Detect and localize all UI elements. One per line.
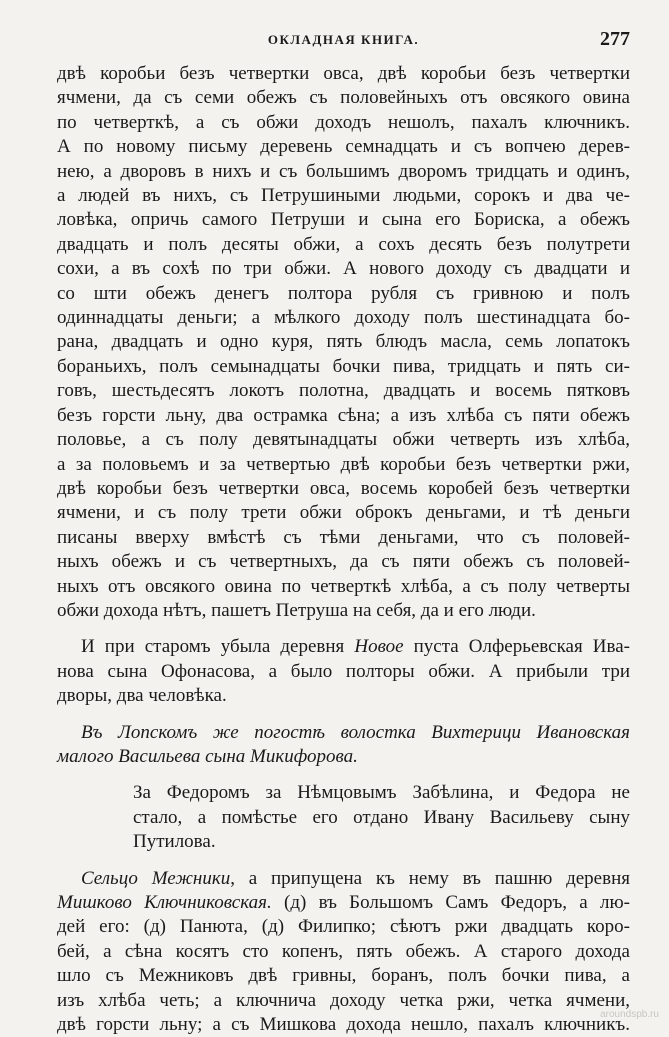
text-line: двѣ коробьи безъ четвертки овса, восемь коробей безъ четвертки (57, 477, 630, 499)
text-line: а людей въ нихъ, съ Петрушиными людьми, сорокъ и два че- (57, 185, 630, 207)
heading-line: Въ Лопскомъ же погостѣ волостка Вихтерици Ивановская (81, 721, 630, 743)
text-run: , а припущена къ нему въ пашню деревня (230, 867, 630, 889)
text-line: двѣ коробьи безъ четвертки овса, двѣ коробьи безъ четвертки (57, 63, 630, 84)
text-line: одиннадцаты деньги; а мѣлкого доходу полъ шестинадцата бо- (57, 307, 630, 329)
text-line: дей его: (д) Панюта, (д) Филипко; сѣютъ ржи двадцать коро- (57, 916, 630, 938)
text-line: За Федоромъ за Нѣмцовымъ Забѣлина, и Федора не (133, 782, 630, 804)
watermark: aroundspb.ru (600, 1009, 659, 1020)
text-line: ловѣка, опричь самого Петруши и сына его Бориска, а обежъ (57, 209, 630, 231)
text-line: дворы, два человѣка. (57, 685, 227, 707)
heading-line: малого Васильева сына Микифорова. (57, 745, 358, 767)
text-line: двѣ горсти льну; а съ Мишкова дохода нешло, пахалъ ключникъ. (57, 1014, 630, 1036)
village-name: Сельцо Межники (81, 867, 231, 889)
text-line: говъ, шестьдесятъ локотъ полотна, двадцать и восемь пятковъ (57, 380, 630, 402)
text-line: нею, а дворовъ в нихъ и съ большимъ дворомъ тридцать и одинъ, (57, 160, 630, 182)
text-line: изъ хлѣба четь; а ключнича доходу четка ржи, четка ячмени, (57, 989, 630, 1011)
paragraph-4 (57, 867, 630, 1037)
book-page (57, 28, 630, 1037)
text-line: шло съ Межниковъ двѣ гривны, боранъ, полъ бочки пива, а (57, 965, 630, 987)
text-line: а за половьемъ и за четвертью двѣ коробьи безъ четвертки ржи, (57, 453, 630, 475)
text-line: Путилова. (133, 831, 216, 853)
text-line: рана, двадцать и одно куря, пять блюдъ масла, семь лопатокъ (57, 331, 630, 353)
text-line (57, 635, 630, 659)
section-heading (57, 721, 630, 770)
text-line: ныхъ отъ овсякого овина по четверткѣ хлѣба, а съ полу четверты (57, 575, 630, 597)
text-line (57, 867, 630, 891)
text-run: (д) въ Большомъ Самъ Федоръ, а лю- (271, 892, 630, 913)
text-line: ныхъ обежъ и съ четвертныхъ, да съ пяти обежъ съ половей- (57, 551, 630, 573)
page-number: 277 (600, 28, 630, 50)
text-line: А по новому письму деревень семнадцать и съ вопчею дерев- (57, 136, 630, 158)
text-line: ячмени, да съ семи обежъ съ половейныхъ отъ овсякого овина (57, 87, 630, 109)
text-line: бей, а сѣна косятъ сто копенъ, пять обежъ. А старого дохода (57, 940, 630, 962)
text-line: писаны вверху вмѣстѣ съ тѣми деньгами, что съ половей- (57, 526, 630, 548)
text-run: пуста Олферьевская Ива- (403, 636, 631, 658)
text-run: И при старомъ убыла деревня (81, 636, 355, 658)
text-line: безъ горсти льну, два острамка сѣна; а изъ хлѣба съ пяти обежъ (57, 404, 630, 426)
paragraph-2 (57, 635, 630, 708)
text-line: по четверткѣ, а съ обжи доходъ нешолъ, пахалъ ключникъ. (57, 111, 630, 133)
text-line: двадцать и полъ десяты обжи, а сохъ десять безъ полутрети (57, 233, 630, 255)
village-name: Мишково Ключниковская. (57, 892, 272, 913)
text-line: стало, а помѣстье его отдано Ивану Васильеву сыну (133, 806, 630, 828)
text-line: обжи дохода нѣтъ, пашетъ Петруша на себя, да и его люди. (57, 599, 536, 621)
paragraph-3 (57, 781, 630, 854)
page-header (57, 28, 630, 62)
text-line: со шти обежъ денегъ полтора рубля съ гривною и полъ (57, 282, 630, 304)
text-line: половье, а съ полу девятынадцаты обжи четверть изъ хлѣба, (57, 429, 630, 451)
text-line: бораньихъ, полъ семынадцаты бочки пива, тридцать и пять си- (57, 355, 630, 377)
text-line: нова сына Офонасова, а было полторы обжи. А прибыли три (57, 660, 630, 682)
text-line: сохи, а въ сохѣ по три обжи. А нового доходу съ двадцати и (57, 258, 630, 280)
paragraph-1 (57, 62, 630, 623)
running-title: ОКЛАДНАЯ КНИГА. (267, 32, 420, 47)
village-name: Новое (354, 636, 404, 658)
text-line (57, 891, 630, 915)
text-line: ячмени, и съ полу трети обжи оброкъ деньгами, и тѣ деньги (57, 502, 630, 524)
